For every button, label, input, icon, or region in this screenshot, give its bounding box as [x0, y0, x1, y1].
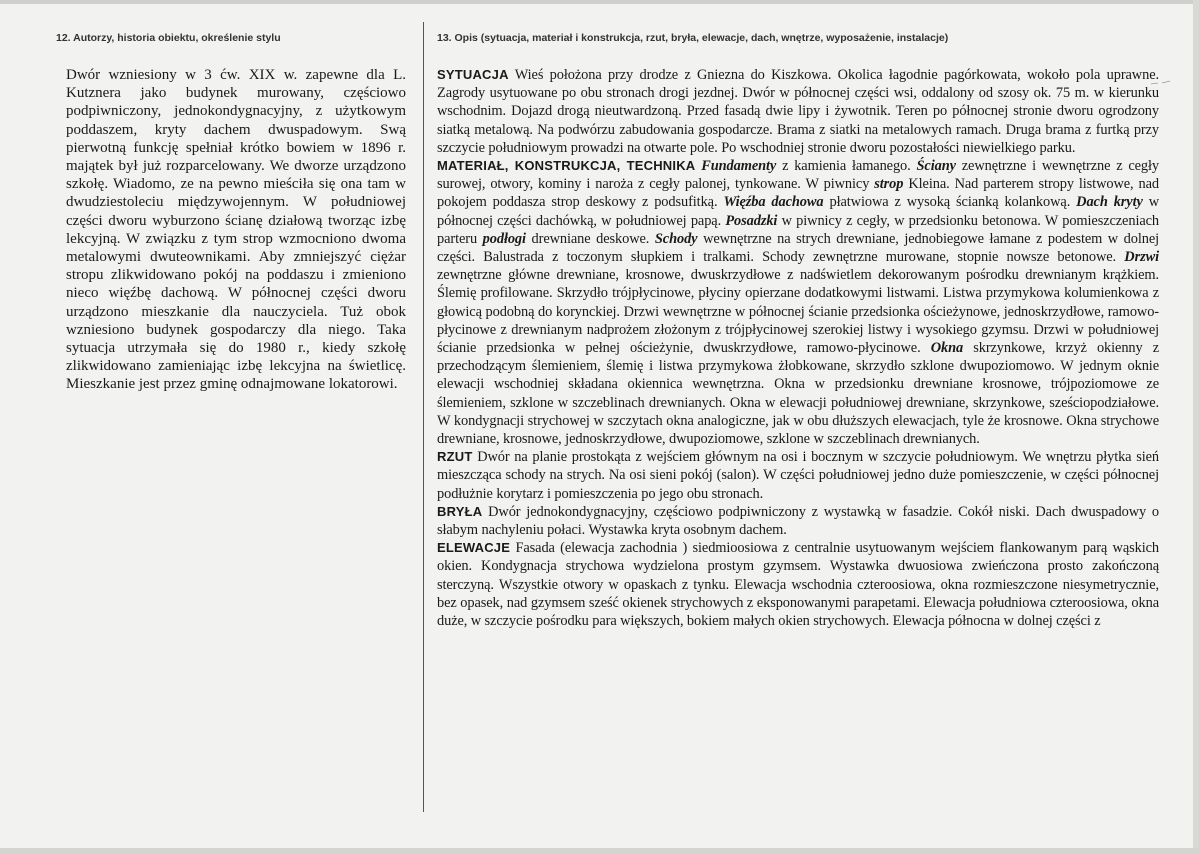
- wiezba-text: płatwiowa z wysoką ścianką kolankową.: [829, 194, 1071, 211]
- section-bryla: [437, 503, 1159, 539]
- fundamenty-text: z kamienia łamanego.: [782, 158, 911, 175]
- section-material: [437, 157, 1159, 448]
- fundamenty-term: Fundamenty: [701, 158, 777, 175]
- posadzki-term: Posadzki: [725, 212, 778, 229]
- podlogi-term: podłogi: [482, 230, 526, 247]
- okna-term: Okna: [930, 340, 964, 357]
- drzwi-term: Drzwi: [1124, 249, 1159, 266]
- posadzki-text: w piwnicy z cegły, w przedsionku betonowa. W pomieszczeniach parteru: [437, 212, 1160, 247]
- section-rzut: [437, 448, 1159, 503]
- schody-text: wewnętrzne na strych drewniane, jednobiegowe łamane z podestem w dolnej części. Balustrada z toczonym słupkiem i tralkami. Schody zewnętrzne murowane, stopnie nowsze betonowe.: [437, 230, 1160, 266]
- drzwi-text: zewnętrzne główne drewniane, krosnowe, dwuskrzydłowe z nadświetlem dekorowanym pośrodku drewnianym krążkiem. Ślemię profilowane. Skrzydło trójpłycinowe, płyciny opierzane dodatkowymi listwami. Listwa przymykowa kolumienkowa z głowicą podobną do korynckiej. Drzwi wewnętrzne w północnej ścianie przedsionka ościeżynowe, jednoskrzydłowe, ramowo-płycinowe z drewnianym nadprożem złożonym z trójpłycinowej szerokiej listwy i wysokiego gzymsu. Drzwi w południowej ścianie przedsionka w pełnej ościeżynie, dwuskrzydłowe, ramowo-płycinowe.: [437, 267, 1159, 357]
- description-column: [437, 32, 1159, 630]
- history-heading: 12. Autorzy, historia obiektu, określenie stylu: [56, 32, 281, 44]
- section-elewacje: [437, 539, 1159, 630]
- dach-text: w północnej części dachówką, w południowej papą.: [437, 194, 1160, 229]
- elewacje-label: ELEWACJE: [437, 540, 511, 556]
- description-heading: 13. Opis (sytuacja, materiał i konstrukcja, rzut, bryła, elewacje, dach, wnętrze, wyposażenie, instalacje): [437, 32, 949, 44]
- strop-term: strop: [874, 176, 904, 193]
- rzut-label: RZUT: [437, 449, 473, 465]
- dach-term: Dach kryty: [1076, 194, 1143, 211]
- sytuacja-text: Wieś położona przy drodze z Gniezna do Kiszkowa. Okolica łagodnie pagórkowata, wokoło pola uprawne. Zagrody usytuowane po obu stronach drogi jezdnej. Dwór w północnej części wsi, oddalony od szosy ok. 75 m. w kierunku wschodnim. Dojazd drogą nieutwardzoną. Przed fasadą dwie lipy i żywotnik. Teren po północnej stronie dworu ogrodzony siatką metalową. Na podwórzu zabudowania gospodarcze. Brama z siatki na metalowych ramach. Druga brama z furtką przy szczycie południowym prowadzi na otwarte pole. Po wschodniej stronie dworu pozostałości niewielkiego parku.: [437, 67, 1159, 156]
- sytuacja-label: SYTUACJA: [437, 67, 509, 82]
- material-label: MATERIAŁ, KONSTRUKCJA, TECHNIKA: [437, 158, 696, 174]
- section-sytuacja: [437, 66, 1159, 157]
- history-column: [56, 32, 406, 394]
- sciany-term: Ściany: [916, 158, 956, 175]
- wiezba-term: Więźba dachowa: [723, 194, 824, 211]
- strop-text: Kleina. Nad parterem stropy listwowe, nad pokojem poddasza strop deskowy z podsufitką.: [437, 176, 1159, 211]
- bryla-text: Dwór jednokondygnacyjny, częściowo podpiwniczony z wystawką w fasadzie. Cokół niski. Dach dwuspadowy o słabym nachyleniu połaci. Wystawka kryta osobnym dachem.: [437, 503, 1160, 539]
- scan-edge-bottom: [0, 848, 1199, 854]
- rzut-text: Dwór na planie prostokąta z wejściem głównym na osi i bocznym w szczycie południowym. We wnętrzu płytka sień mieszcząca schody na strych. Na osi sieni pokój (salon). W części południowej jedno duże pomieszczenie, w części północnej podłużnie korytarz i pomieszczenia po jego obu stronach.: [437, 449, 1159, 502]
- okna-text: skrzynkowe, krzyż okienny z przechodzącym ślemieniem, ślemię i listwa przymykowa żłobkowane, skrzydło szklone dwupoziomowo. W jednym oknie elewacji wschodniej składana okiennica wewnętrzna. Okna w przedsionku drewniane krosnowe, trójpoziomowe ze ślemieniem, szklone w szczeblinach drewnianych. Okna w elewacji południowej drewniane, skrzynkowe, sześciopodziałowe. W kondygnacji strychowej w szczytach okna analogiczne, jak w obu dłuższych elewacjach, tyle że krosnowe. Okna strychowe drewniane, krosnowe, jednoskrzydłowe, dwupoziomowe, szklone w szczeblinach drewnianych.: [437, 340, 1160, 448]
- sciany-text: zewnętrzne i wewnętrzne z cegły surowej, otwory, kominy i naroża z cegły palonej, tynkowane. W piwnicy: [437, 158, 1160, 193]
- scan-edge-top: [0, 0, 1199, 4]
- bryla-label: BRYŁA: [437, 503, 483, 519]
- scan-edge-right: [1193, 0, 1199, 854]
- elewacje-text: Fasada (elewacja zachodnia ) siedmioosiowa z centralnie usytuowanym wejściem flankowanym parą wąskich okien. Kondygnacja strychowa wydzielona prostym gzymsem. Wystawka dwuosiowa zwieńczona prosto zakończoną sterczyną. Wszystkie otwory w opaskach z tynku. Elewacja wschodnia czteroosiowa, okna rozmieszczone niesymetrycznie, bez opasek, nad gzymsem sześć okienek strychowych z eksponowanymi parapetami. Elewacja południowa czteroosiowa, okna duże, w szczycie pośrodku para większych, bokiem małych okien strychowych. Elewacja północna w dolnej części z: [437, 540, 1159, 630]
- schody-term: Schody: [654, 230, 698, 247]
- podlogi-text: drewniane deskowe.: [531, 230, 650, 247]
- column-divider: [423, 22, 424, 812]
- history-text: Dwór wzniesiony w 3 ćw. XIX w. zapewne dla L. Kutznera jako budynek murowany, częściowo podpiwniczony, jednokondygnacyjny, z użytkowym poddaszem, kryty dachem dwuspadowym. Swą pierwotną funkcję spełniał krótko bowiem w 1896 r. majątek był już rozparcelowany. We dworze urządzono szkołę. Wiadomo, ze na pewno mieściła się ona tam w dwudziestoleciu międzywojennym. W południowej części dworu wyburzono ścianę działową tworząc izbę lekcyjną. W związku z tym strop wzmocniono dwoma metalowymi dwuteownikami. Aby zmniejszyć ciężar stropu zlikwidowano pokój na poddaszu i zmieniono nieco więźbę dachową. W północnej części dworu urządzono mieszkanie dla nauczyciela. Tuż obok wzniesiono budynek gospodarczy dla niego. Taka sytuacja utrzymała się do 1980 r., kiedy szkołę zlikwidowano zamieniając izbę lekcyjna na świetlicę. Mieszkanie jest przez gminę odnajmowane lokatorowi.: [66, 67, 406, 393]
